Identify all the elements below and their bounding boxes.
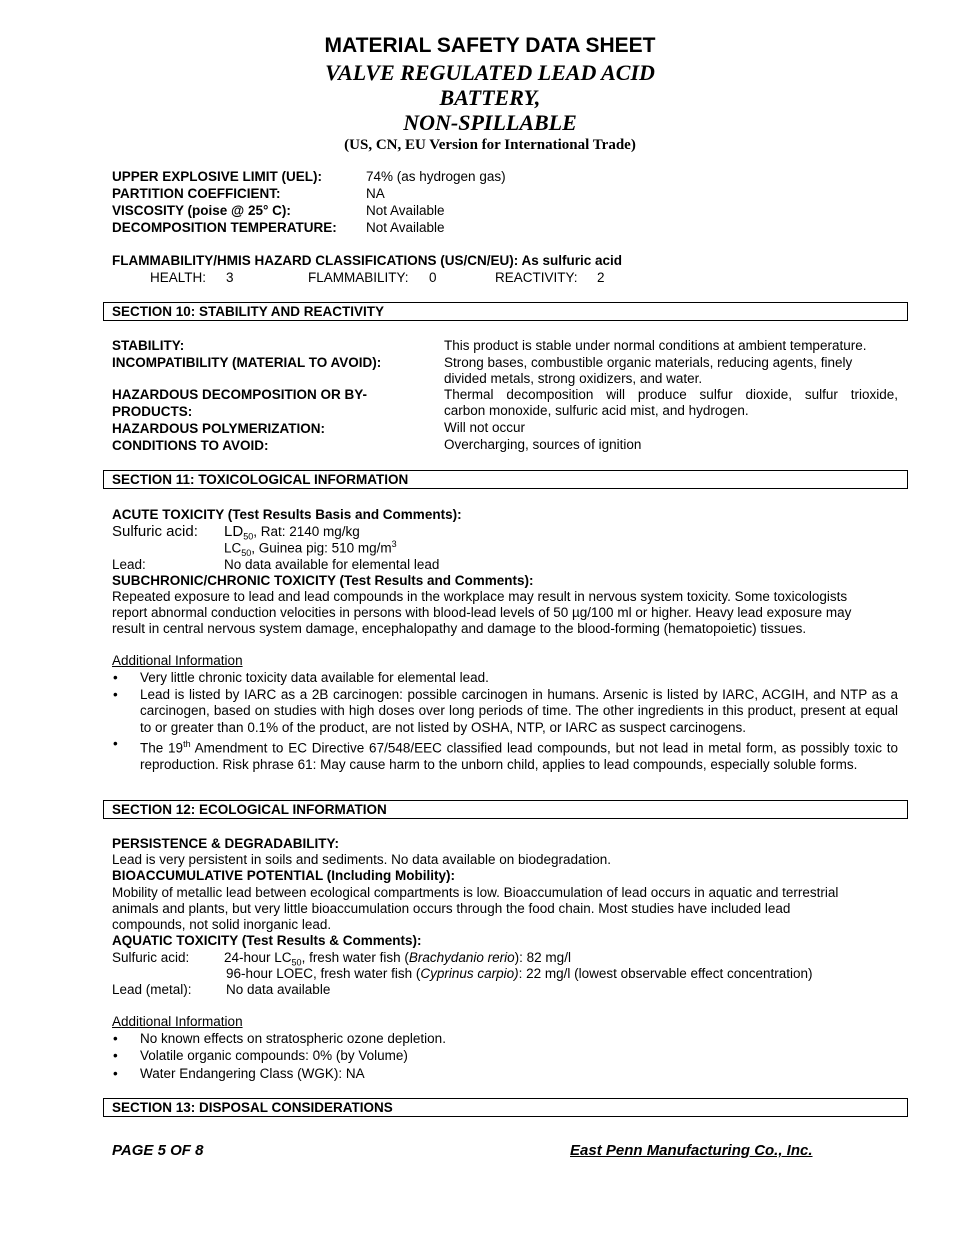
product-line-3: NON-SPILLABLE	[403, 110, 577, 135]
hmis-flam-value: 0	[429, 270, 437, 285]
incompat-value-2: divided metals, strong oxidizers, and water.	[444, 371, 703, 386]
decomp-value-1-text: Thermal decomposition will produce sulfur dioxide, sulfur trioxide,	[444, 387, 898, 402]
section-11-header: SECTION 11: TOXICOLOGICAL INFORMATION	[103, 470, 908, 489]
product-line-1: VALVE REGULATED LEAD ACID	[325, 60, 655, 85]
s11-bullet-2-marker: •	[113, 687, 118, 702]
prop-value-uel: 74% (as hydrogen gas)	[366, 169, 506, 184]
s11-bullet-2-text: Lead is listed by IARC as a 2B carcinogen: possible carcinogen in humans. Arsenic is listed by IARC, ACGIH, and NTP as a carcinogen, based on studies with high doses over long periods of time. The other ingredients in this product, present at equal to or greater than 0.1% of the product, are not listed by OSHA, NTP, or IARC as suspect carcinogens.	[140, 687, 898, 735]
acute-lc50	[224, 539, 397, 558]
bio-text-1: Mobility of metallic lead between ecological compartments is low. Bioaccumulation of lead occurs in aquatic and terrestrial	[112, 885, 839, 900]
bio-text-3: compounds, not solid inorganic lead.	[112, 917, 332, 932]
aquatic-sulfuric-label: Sulfuric acid:	[112, 950, 190, 965]
s12-additional-info-heading: Additional Information	[112, 1014, 243, 1029]
aq1-mid: , fresh water fish (	[301, 950, 409, 965]
acute-heading: ACUTE TOXICITY (Test Results Basis and Comments):	[112, 507, 462, 522]
s11-bullet-1-marker: •	[113, 670, 118, 685]
s12-bullet-1-marker: •	[113, 1031, 118, 1046]
s11-bullet-3-text	[140, 736, 898, 773]
hmis-health-label: HEALTH:	[150, 270, 207, 285]
aquatic-loec	[226, 966, 813, 981]
stability-value: This product is stable under normal conditions at ambient temperature.	[444, 338, 867, 353]
bio-text-2: animals and plants, but very little bioaccumulation occurs through the food chain. Most studies have included lead	[112, 901, 791, 916]
s12-bullet-2-text: Volatile organic compounds: 0% (by Volume)	[140, 1048, 408, 1063]
acute-lead-label: Lead:	[112, 557, 146, 572]
section-13-header: SECTION 13: DISPOSAL CONSIDERATIONS	[103, 1098, 908, 1117]
prop-value-partition: NA	[366, 186, 385, 201]
chronic-text-2: report abnormal conduction velocities in persons with blood-lead levels of 50 µg/100 ml or higher. Heavy lead exposure may	[112, 605, 852, 620]
lc-prefix: LC	[224, 540, 242, 556]
prop-label-decomposition: DECOMPOSITION TEMPERATURE:	[112, 220, 337, 235]
stability-label: STABILITY:	[112, 338, 185, 353]
lc-sup: 3	[391, 539, 397, 549]
ld-prefix: LD	[224, 523, 244, 540]
aq2-species: Cyprinus carpio)	[420, 966, 519, 981]
b3-pre: The 19	[140, 740, 184, 756]
s11-bullet-1-text: Very little chronic toxicity data available for elemental lead.	[140, 670, 489, 685]
lc-sub: 50	[241, 548, 252, 559]
incompat-value-1: Strong bases, combustible organic materials, reducing agents, finely	[444, 355, 853, 370]
lc-rest: , Guinea pig: 510 mg/m	[251, 540, 392, 556]
decomp-label-2: PRODUCTS:	[112, 404, 193, 419]
ld-sub: 50	[243, 531, 254, 542]
hmis-heading: FLAMMABILITY/HMIS HAZARD CLASSIFICATIONS (US/CN/EU): As sulfuric acid	[112, 253, 623, 268]
s12-bullet-1-text: No known effects on stratospheric ozone depletion.	[140, 1031, 446, 1046]
prop-value-viscosity: Not Available	[366, 203, 445, 218]
decomp-value-1	[444, 387, 898, 402]
conditions-label: CONDITIONS TO AVOID:	[112, 438, 269, 453]
prop-label-viscosity: VISCOSITY (poise @ 25° C):	[112, 203, 291, 218]
ld-rest: , Rat: 2140 mg/kg	[253, 524, 360, 539]
aquatic-lead-label: Lead (metal):	[112, 982, 192, 997]
bio-heading: BIOACCUMULATIVE POTENTIAL (Including Mobility):	[112, 868, 455, 883]
aq1-sub: 50	[291, 957, 302, 968]
hmis-health-value: 3	[226, 270, 234, 285]
section-12-header: SECTION 12: ECOLOGICAL INFORMATION	[103, 800, 908, 819]
aquatic-heading: AQUATIC TOXICITY (Test Results & Comments):	[112, 933, 422, 948]
prop-value-decomposition: Not Available	[366, 220, 445, 235]
poly-value: Will not occur	[444, 420, 526, 435]
page-number: PAGE 5 OF 8	[112, 1142, 204, 1159]
b3-sup: th	[183, 739, 191, 749]
aq2-post: : 22 mg/l (lowest observable effect concentration)	[518, 966, 813, 981]
hmis-react-label: REACTIVITY:	[495, 270, 578, 285]
aq1-post: ): 82 mg/l	[514, 950, 571, 965]
acute-lead-value: No data available for elemental lead	[224, 557, 440, 572]
prop-label-partition: PARTITION COEFFICIENT:	[112, 186, 281, 201]
prop-label-uel: UPPER EXPLOSIVE LIMIT (UEL):	[112, 169, 323, 184]
hmis-flam-label: FLAMMABILITY:	[308, 270, 409, 285]
s12-bullet-3-marker: •	[113, 1066, 118, 1081]
s12-bullet-2-marker: •	[113, 1048, 118, 1063]
aq2-pre: 96-hour LOEC, fresh water fish (	[226, 966, 421, 981]
s12-bullet-3-text: Water Endangering Class (WGK): NA	[140, 1066, 365, 1081]
section-10-header: SECTION 10: STABILITY AND REACTIVITY	[103, 302, 908, 321]
persist-text: Lead is very persistent in soils and sediments. No data available on biodegradation.	[112, 852, 612, 867]
hmis-react-value: 2	[597, 270, 605, 285]
company-name: East Penn Manufacturing Co., Inc.	[570, 1142, 813, 1159]
b3-post: Amendment to EC Directive 67/548/EEC classified lead compounds, but not lead in metal form, as possibly toxic to reproduction. Risk phrase 61: May cause harm to the unborn child, applies to lead compounds, especially soluble forms.	[140, 740, 898, 772]
product-line-2: BATTERY,	[439, 85, 541, 110]
aquatic-lead-value: No data available	[226, 982, 331, 997]
decomp-value-2: carbon monoxide, sulfuric acid mist, and hydrogen.	[444, 403, 749, 418]
version-note: (US, CN, EU Version for International Trade)	[344, 137, 636, 153]
chronic-heading: SUBCHRONIC/CHRONIC TOXICITY (Test Results and Comments):	[112, 573, 534, 588]
aq1-pre: 24-hour LC	[224, 950, 292, 965]
document-title: MATERIAL SAFETY DATA SHEET	[324, 34, 656, 57]
decomp-label-1: HAZARDOUS DECOMPOSITION OR BY-	[112, 387, 368, 402]
incompat-label: INCOMPATIBILITY (MATERIAL TO AVOID):	[112, 355, 382, 370]
s11-bullet-3-marker: •	[113, 736, 118, 751]
conditions-value: Overcharging, sources of ignition	[444, 437, 642, 452]
chronic-text-3: result in central nervous system damage, encephalopathy and damage to the blood-forming (hematopoietic) tissues.	[112, 621, 807, 636]
aq1-species: Brachydanio rerio	[408, 950, 515, 965]
persist-heading: PERSISTENCE & DEGRADABILITY:	[112, 836, 340, 851]
chronic-text-1: Repeated exposure to lead and lead compounds in the workplace may result in nervous system toxicity. Some toxicologists	[112, 589, 848, 604]
s11-additional-info-heading: Additional Information	[112, 653, 243, 668]
acute-sulfuric-label: Sulfuric acid:	[112, 523, 198, 540]
poly-label: HAZARDOUS POLYMERIZATION:	[112, 421, 326, 436]
